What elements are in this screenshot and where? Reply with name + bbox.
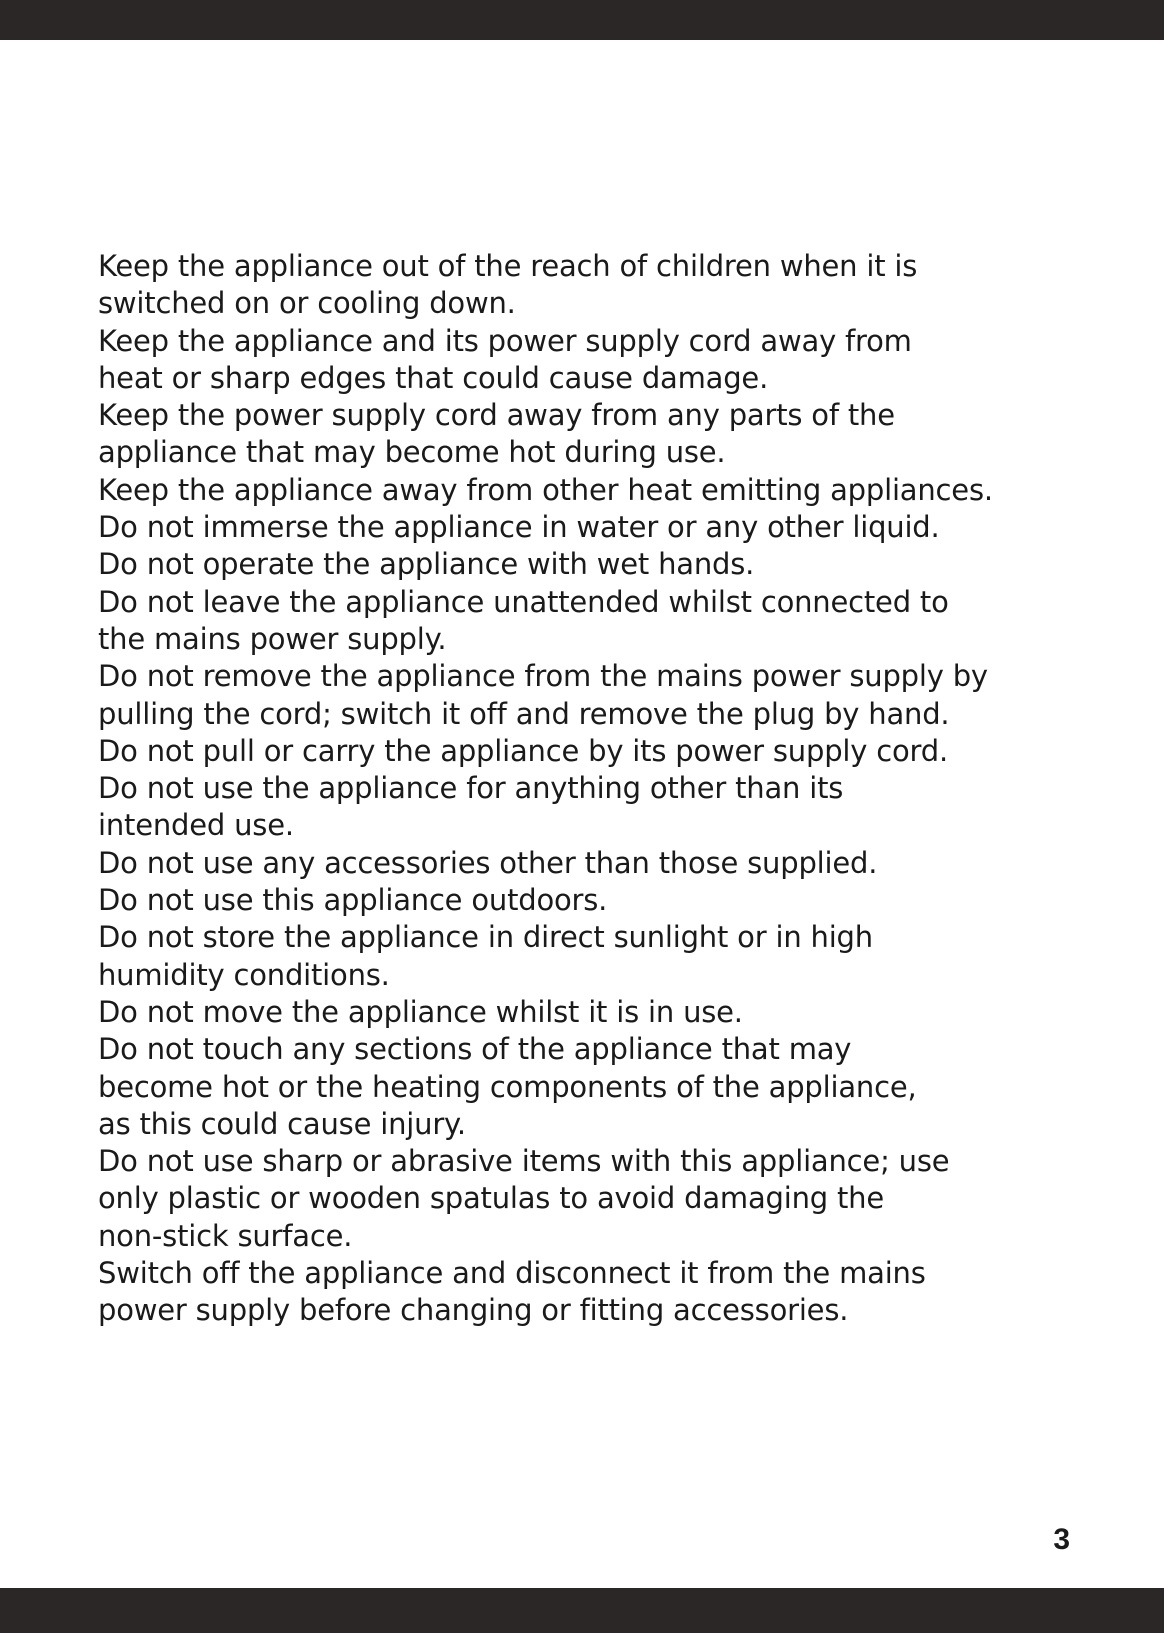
top-bar <box>0 0 1164 40</box>
text-line: Do not immerse the appliance in water or any other liquid. <box>98 510 940 545</box>
text-line: Do not use sharp or abrasive items with this appliance; use <box>98 1144 950 1179</box>
text-line: Do not store the appliance in direct sunlight or in high <box>98 920 873 955</box>
text-line: as this could cause injury. <box>98 1106 466 1141</box>
text-line: appliance that may become hot during use. <box>98 435 726 470</box>
text-line: Do not pull or carry the appliance by its power supply cord. <box>98 733 948 768</box>
text-line: become hot or the heating components of the appliance, <box>98 1069 917 1104</box>
text-line: Keep the power supply cord away from any parts of the <box>98 398 895 433</box>
text-line: Do not move the appliance whilst it is in use. <box>98 994 743 1029</box>
text-line: power supply before changing or fitting accessories. <box>98 1293 849 1328</box>
text-line: Do not use any accessories other than those supplied. <box>98 845 878 880</box>
bottom-bar <box>0 1588 1164 1633</box>
text-line: Keep the appliance and its power supply cord away from <box>98 323 912 358</box>
text-line: Do not remove the appliance from the mains power supply by <box>98 659 988 694</box>
safety-instructions <box>98 248 1098 1330</box>
text-line: Do not leave the appliance unattended whilst connected to <box>98 584 949 619</box>
text-line: Do not use the appliance for anything other than its <box>98 771 844 806</box>
text-line: humidity conditions. <box>98 957 390 992</box>
text-line: Keep the appliance out of the reach of children when it is <box>98 249 918 283</box>
text-line: switched on or cooling down. <box>98 286 516 321</box>
text-line: intended use. <box>98 808 294 843</box>
text-line: only plastic or wooden spatulas to avoid damaging the <box>98 1181 884 1216</box>
text-line: non-stick surface. <box>98 1218 353 1253</box>
text-line: Switch off the appliance and disconnect it from the mains <box>98 1256 926 1291</box>
text-line: Do not touch any sections of the appliance that may <box>98 1032 852 1067</box>
text-line: Keep the appliance away from other heat emitting appliances. <box>98 472 993 507</box>
text-line: Do not use this appliance outdoors. <box>98 883 608 918</box>
text-line: the mains power supply. <box>98 621 447 656</box>
text-line: pulling the cord; switch it off and remove the plug by hand. <box>98 696 950 731</box>
text-line: Do not operate the appliance with wet hands. <box>98 547 755 582</box>
page-number: 3 <box>1053 1523 1070 1556</box>
text-line: heat or sharp edges that could cause damage. <box>98 360 769 395</box>
